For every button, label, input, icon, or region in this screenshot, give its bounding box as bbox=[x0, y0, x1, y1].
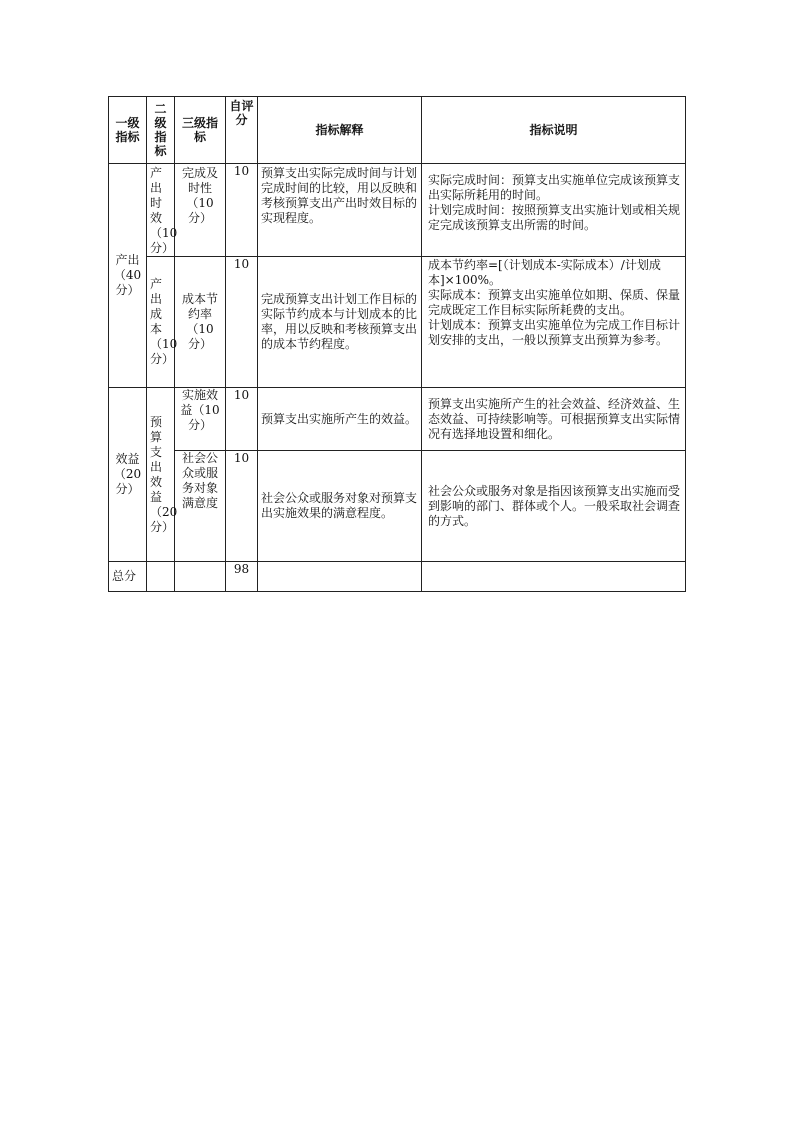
table-row bbox=[109, 164, 686, 257]
level2-cell: 预算支出效益（20分） bbox=[147, 388, 175, 562]
explain-cell: 社会公众或服务对象对预算支出实施效果的满意程度。 bbox=[258, 451, 422, 562]
level3-cell: 实施效益（10分） bbox=[175, 388, 226, 451]
table-row bbox=[109, 451, 686, 562]
level1-cell: 效益（20分） bbox=[109, 388, 147, 562]
note-cell: 预算支出实施所产生的社会效益、经济效益、生态效益、可持续影响等。可根据预算支出实际情况有选择地设置和细化。 bbox=[422, 388, 686, 451]
header-row bbox=[109, 97, 686, 164]
total-score: 98 bbox=[226, 562, 258, 592]
level3-cell: 社会公众或服务对象满意度 bbox=[175, 451, 226, 562]
empty-cell bbox=[258, 562, 422, 592]
evaluation-table bbox=[108, 96, 686, 592]
table-row bbox=[109, 257, 686, 388]
empty-cell bbox=[422, 562, 686, 592]
score-cell: 10 bbox=[226, 451, 258, 562]
level3-cell: 完成及时性（10分） bbox=[175, 164, 226, 257]
note-cell: 实际完成时间：预算支出实施单位完成该预算支出实际所耗用的时间。 计划完成时间：按照预算支出实施计划或相关规定完成该预算支出所需的时间。 bbox=[422, 164, 686, 257]
header-level2: 二级指标 bbox=[147, 97, 175, 164]
empty-cell bbox=[175, 562, 226, 592]
total-label: 总分 bbox=[109, 562, 147, 592]
score-cell: 10 bbox=[226, 388, 258, 451]
total-row bbox=[109, 562, 686, 592]
explain-cell: 预算支出实际完成时间与计划完成时间的比较，用以反映和考核预算支出产出时效目标的实现程度。 bbox=[258, 164, 422, 257]
score-cell: 10 bbox=[226, 164, 258, 257]
explain-cell: 预算支出实施所产生的效益。 bbox=[258, 388, 422, 451]
level2-cell: 产出时效（10分） bbox=[147, 164, 175, 257]
header-explain: 指标解释 bbox=[258, 97, 422, 164]
header-score: 自评分 bbox=[226, 97, 258, 164]
level3-cell: 成本节约率（10分） bbox=[175, 257, 226, 388]
level1-cell: 产出（40分） bbox=[109, 164, 147, 388]
explain-cell: 完成预算支出计划工作目标的实际节约成本与计划成本的比率，用以反映和考核预算支出的成本节约程度。 bbox=[258, 257, 422, 388]
note-cell: 社会公众或服务对象是指因该预算支出实施而受到影响的部门、群体或个人。一般采取社会调查的方式。 bbox=[422, 451, 686, 562]
header-level3: 三级指标 bbox=[175, 97, 226, 164]
score-cell: 10 bbox=[226, 257, 258, 388]
header-level1: 一级指标 bbox=[109, 97, 147, 164]
level2-cell: 产出成本（10分） bbox=[147, 257, 175, 388]
note-cell: 成本节约率=[（计划成本-实际成本）/计划成本]×100%。 实际成本：预算支出实施单位如期、保质、保量完成既定工作目标实际所耗费的支出。 计划成本：预算支出实施单位为完成工作目标计划安排的支出，一般以预算支出预算为参考。 bbox=[422, 257, 686, 388]
empty-cell bbox=[147, 562, 175, 592]
header-note: 指标说明 bbox=[422, 97, 686, 164]
table-row bbox=[109, 388, 686, 451]
